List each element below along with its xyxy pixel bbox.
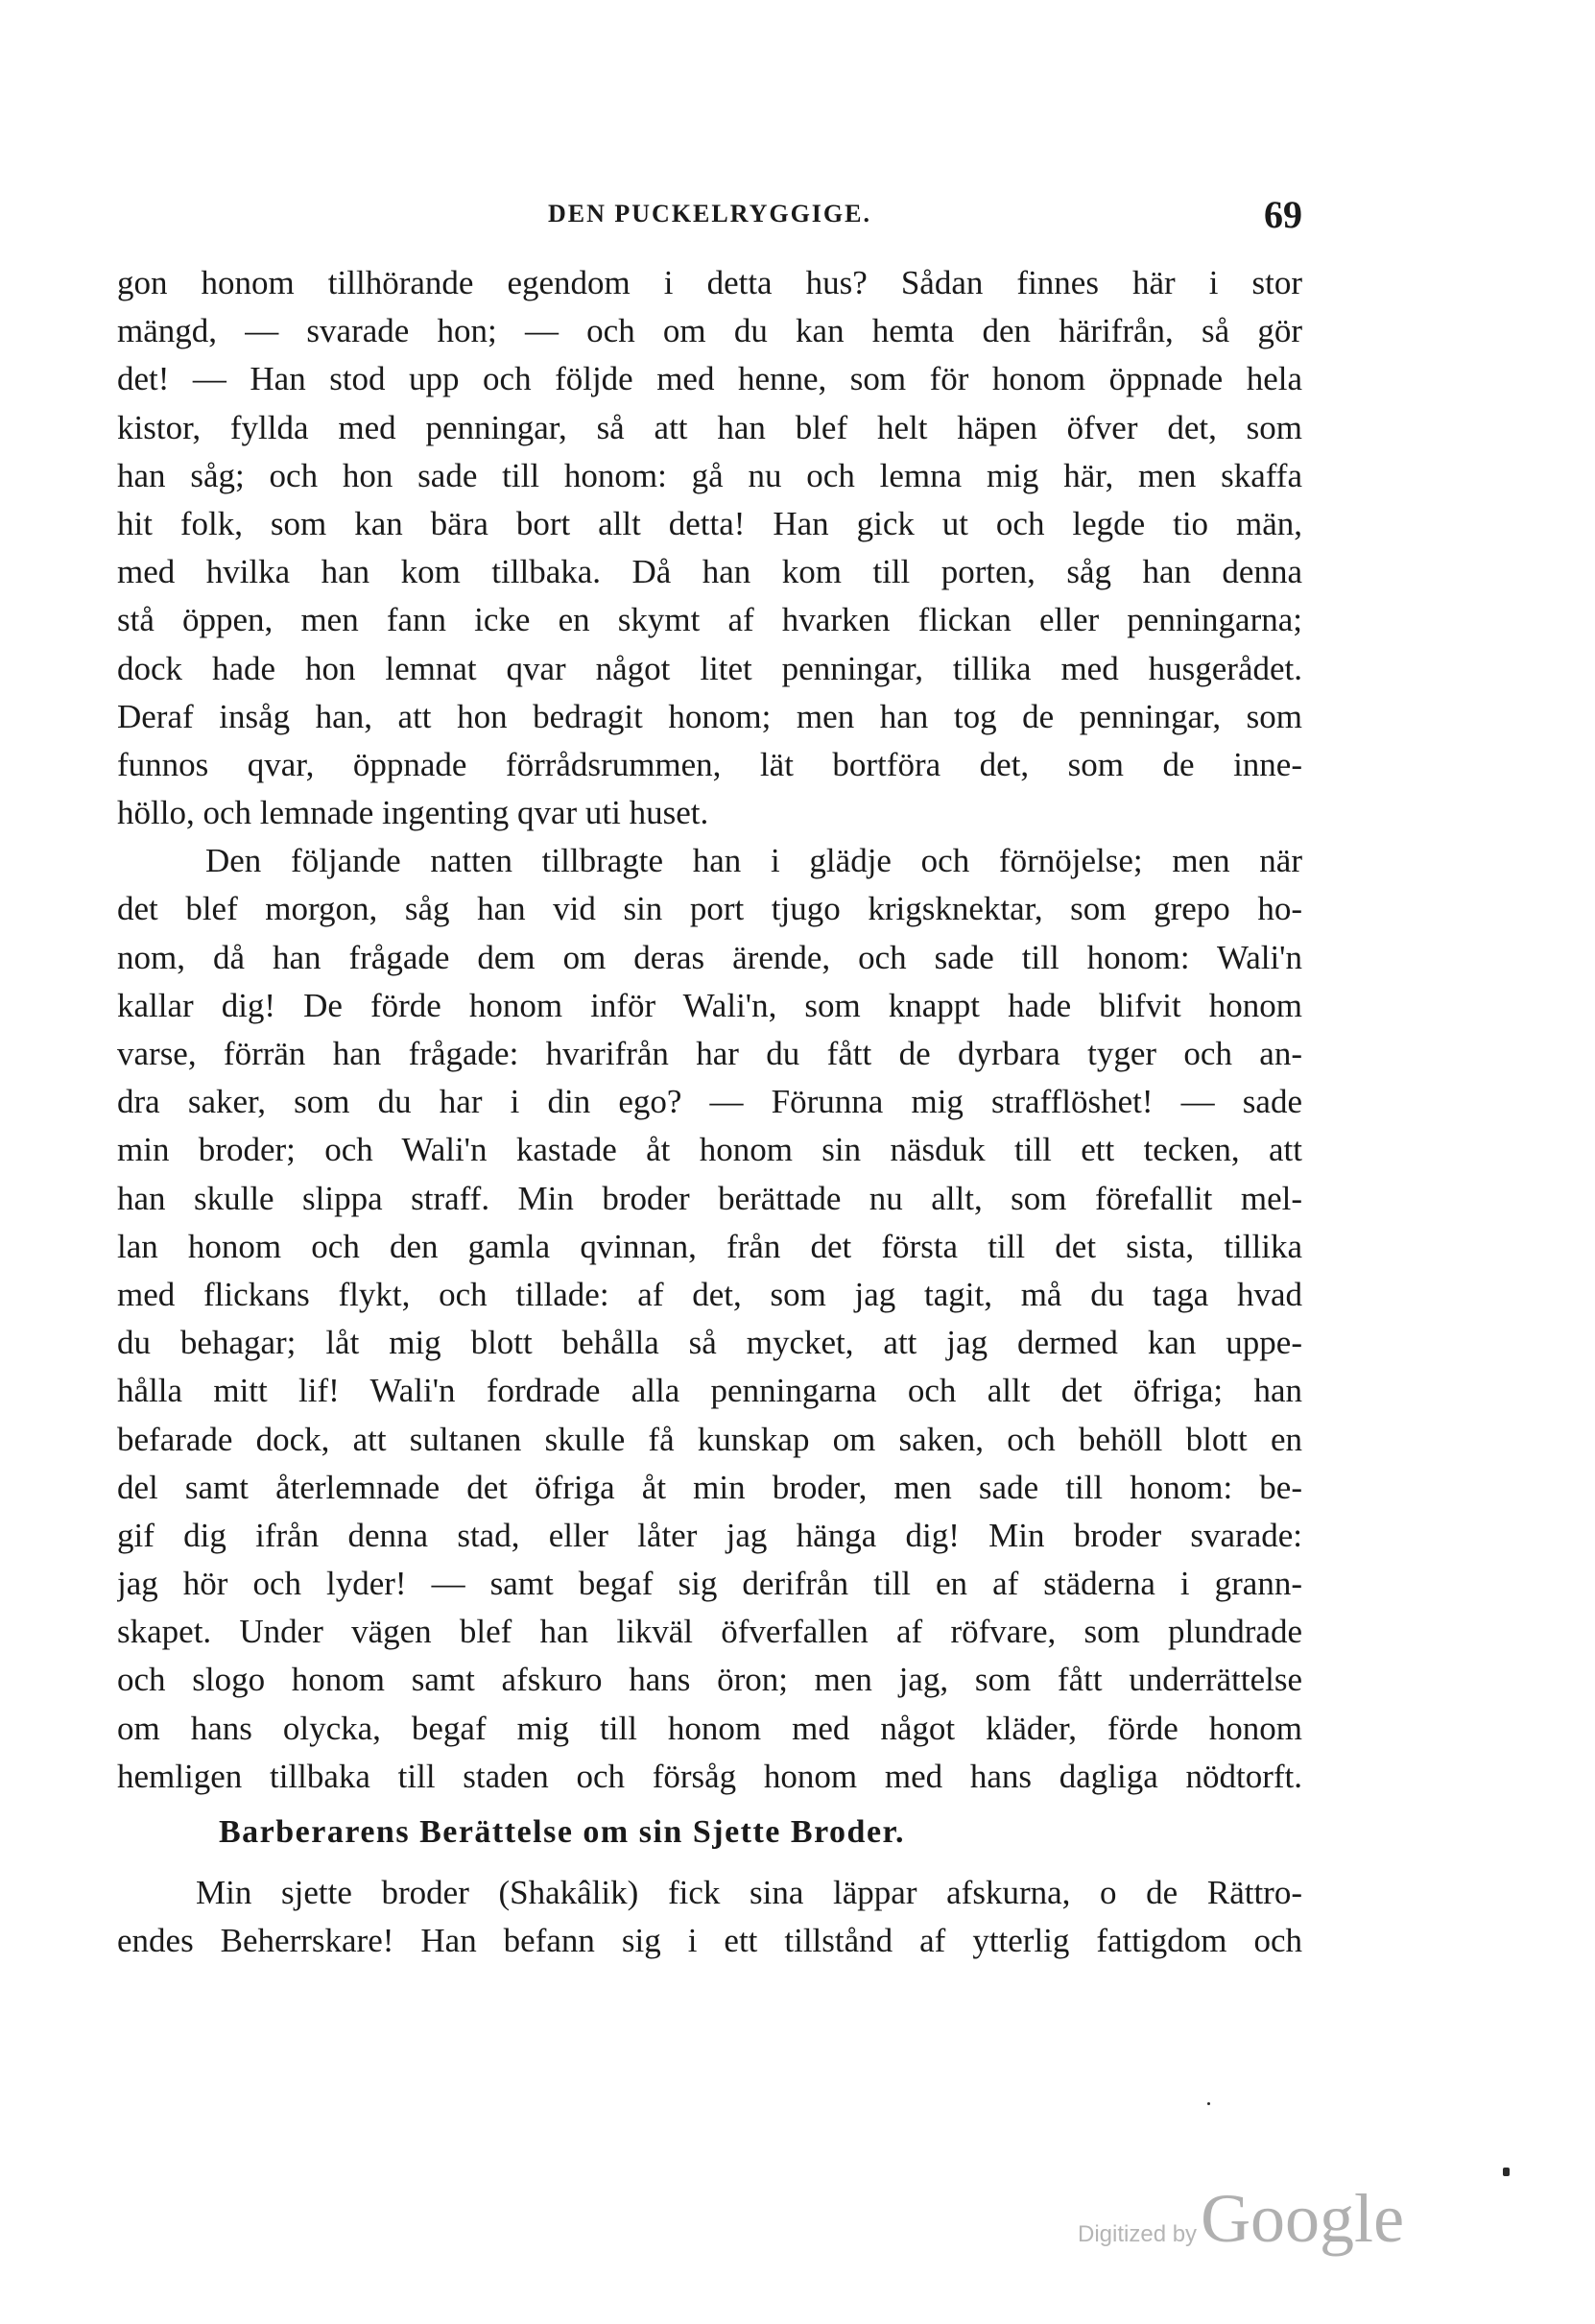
text-line: endes Beherrskare! Han befann sig i ett tillstånd af ytterlig fattigdom och (117, 1922, 1302, 1960)
text-line: kistor, fyllda med penningar, så att han blef helt häpen öfver det, som (117, 408, 1302, 446)
text-line: lan honom och den gamla qvinnan, från det första till det sista, tillika (117, 1227, 1302, 1265)
text-line: hit folk, som kan bära bort allt detta! Han gick ut och legde tio män, (117, 504, 1302, 542)
text-line: nom, då han frågade dem om deras ärende, och sade till honom: Wali'n (117, 938, 1302, 976)
text-line: Den följande natten tillbragte han i glädje och förnöjelse; men när (205, 842, 1302, 880)
body-text (117, 259, 1302, 1801)
text-line: min broder; och Wali'n kastade åt honom sin näsduk till ett tecken, att (117, 1131, 1302, 1169)
running-title: DEN PUCKELRYGGIGE. (547, 200, 871, 228)
text-line: gif dig ifrån denna stad, eller låter jag hänga dig! Min broder svarade: (117, 1516, 1302, 1554)
text-line: jag hör och lyder! — samt begaf sig derifrån till en af städerna i grann- (117, 1565, 1302, 1603)
section-heading: Barberarens Berättelse om sin Sjette Broder. (219, 1814, 906, 1850)
text-line: del samt återlemnade det öfriga åt min broder, men sade till honom: be- (117, 1468, 1302, 1506)
ink-speck (1207, 2102, 1210, 2105)
text-line: och slogo honom samt afskuro hans öron; men jag, som fått underrättelse (117, 1661, 1302, 1699)
running-head (117, 192, 1302, 250)
text-line: Deraf insåg han, att hon bedragit honom; men han tog de penningar, som (117, 697, 1302, 735)
watermark-prefix: Digitized by (1078, 2221, 1198, 2247)
digitized-by-google-watermark (1078, 2179, 1404, 2265)
ink-speck (1503, 2168, 1510, 2176)
section-text (117, 1869, 1302, 1965)
text-line: dra saker, som du har i din ego? — Förunna mig strafflöshet! — sade (117, 1083, 1302, 1121)
text-line: gon honom tillhörande egendom i detta hus? Sådan finnes här i stor (117, 264, 1302, 301)
text-line: Min sjette broder (Shakâlik) fick sina läppar afskurna, o de Rättro- (196, 1874, 1302, 1911)
text-line: med flickans flykt, och tillade: af det, som jag tagit, må du taga hvad (117, 1275, 1302, 1313)
page-number: 69 (1264, 193, 1302, 236)
text-line: han såg; och hon sade till honom: gå nu och lemna mig här, men skaffa (117, 456, 1302, 494)
text-line: befarade dock, att sultanen skulle få kunskap om saken, och behöll blott en (117, 1420, 1302, 1458)
text-line: funnos qvar, öppnade förrådsrummen, lät bortföra det, som de inne- (117, 745, 1302, 783)
text-line: det blef morgon, såg han vid sin port tjugo krigsknektar, som grepo ho- (117, 890, 1302, 928)
text-line: du behagar; låt mig blott behålla så mycket, att jag dermed kan uppe- (117, 1324, 1302, 1362)
text-line: det! — Han stod upp och följde med henne, som för honom öppnade hela (117, 360, 1302, 398)
paragraph-2 (117, 837, 1302, 1801)
text-line: stå öppen, men fann icke en skymt af hvarken flickan eller penningarna; (117, 601, 1302, 639)
text-line: mängd, — svarade hon; — och om du kan hemta den härifrån, så gör (117, 312, 1302, 350)
text-line: hemligen tillbaka till staden och försåg honom med hans dagliga nödtorft. (117, 1757, 1302, 1795)
text-line: med hvilka han kom tillbaka. Då han kom till porten, såg han denna (117, 553, 1302, 591)
text-line: om hans olycka, begaf mig till honom med något kläder, förde honom (117, 1709, 1302, 1747)
text-line: kallar dig! De förde honom inför Wali'n, som knappt hade blifvit honom (117, 986, 1302, 1024)
text-line: höllo, och lemnade ingenting qvar uti huset. (117, 794, 709, 832)
google-logo: Google (1201, 2180, 1405, 2257)
text-line: dock hade hon lemnat qvar något litet penningar, tillika med husgerådet. (117, 649, 1302, 687)
text-line: skapet. Under vägen blef han likväl öfverfallen af röfvare, som plundrade (117, 1613, 1302, 1651)
paragraph-1 (117, 259, 1302, 837)
text-line: hålla mitt lif! Wali'n fordrade alla penningarna och allt det öfriga; han (117, 1372, 1302, 1410)
text-line: varse, förrän han frågade: hvarifrån har du fått de dyrbara tyger och an- (117, 1035, 1302, 1072)
text-line: han skulle slippa straff. Min broder berättade nu allt, som förefallit mel- (117, 1179, 1302, 1217)
